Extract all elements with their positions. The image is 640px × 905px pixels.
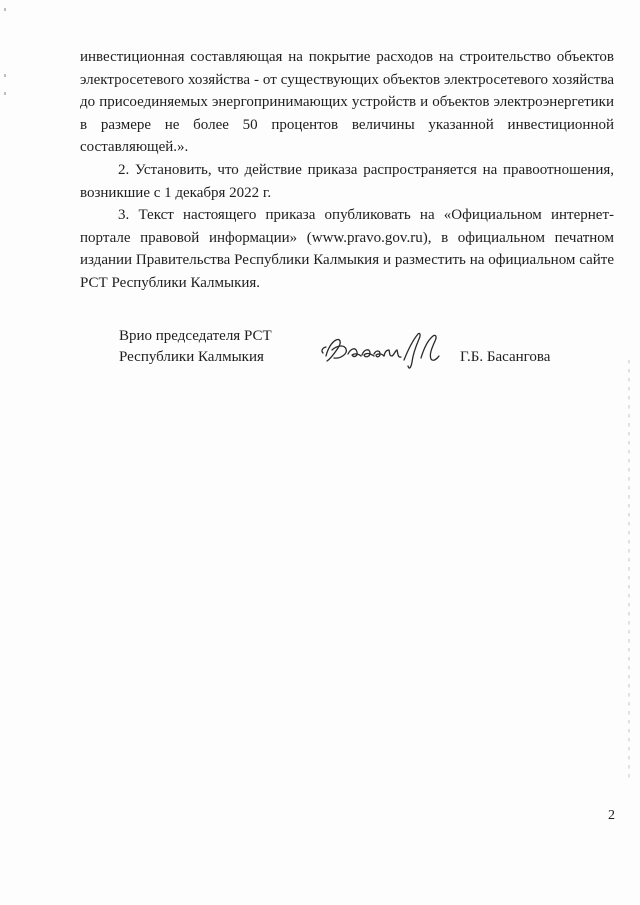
- document-body: [80, 46, 614, 295]
- scan-artifact-edge: [628, 360, 630, 780]
- text-line: электросетевого хозяйства - от существующих объектов электросетевого хозяйства: [80, 71, 614, 88]
- position-line: Врио председателя РСТ: [119, 328, 272, 344]
- text-line: составляющей.».: [80, 139, 189, 156]
- paragraph-2: [80, 159, 614, 204]
- page-number: 2: [608, 808, 615, 823]
- scan-artifact: [4, 8, 6, 11]
- text-line: портале правовой информации» (www.pravo.gov.ru), в официальном печатном: [80, 229, 614, 246]
- text-line: до присоединяемых энергопринимающих устройств и объектов электроэнергетики: [80, 94, 614, 111]
- handwritten-signature: [318, 326, 443, 372]
- text-line: РСТ Республики Калмыкия.: [80, 274, 261, 291]
- signatory-position: [119, 326, 272, 368]
- signer-name: Г.Б. Басангова: [460, 349, 551, 365]
- text-line: возникшие с 1 декабря 2022 г.: [80, 184, 272, 201]
- text-line: 2. Установить, что действие приказа распространяется на правоотношения,: [118, 161, 614, 178]
- position-line: Республики Калмыкия: [119, 349, 264, 365]
- text-line: издании Правительства Республики Калмыкия и разместить на официальном сайте: [80, 252, 614, 269]
- scan-artifact: [4, 92, 6, 95]
- text-line: 3. Текст настоящего приказа опубликовать на «Официальном интернет-: [118, 207, 614, 224]
- text-line: инвестиционная составляющая на покрытие расходов на строительство объектов: [80, 49, 614, 65]
- paragraph-1: [80, 46, 614, 159]
- text-line: в размере не более 50 процентов величины указанной инвестиционной: [80, 116, 614, 133]
- scan-artifact: [4, 74, 6, 77]
- paragraph-3: [80, 204, 614, 294]
